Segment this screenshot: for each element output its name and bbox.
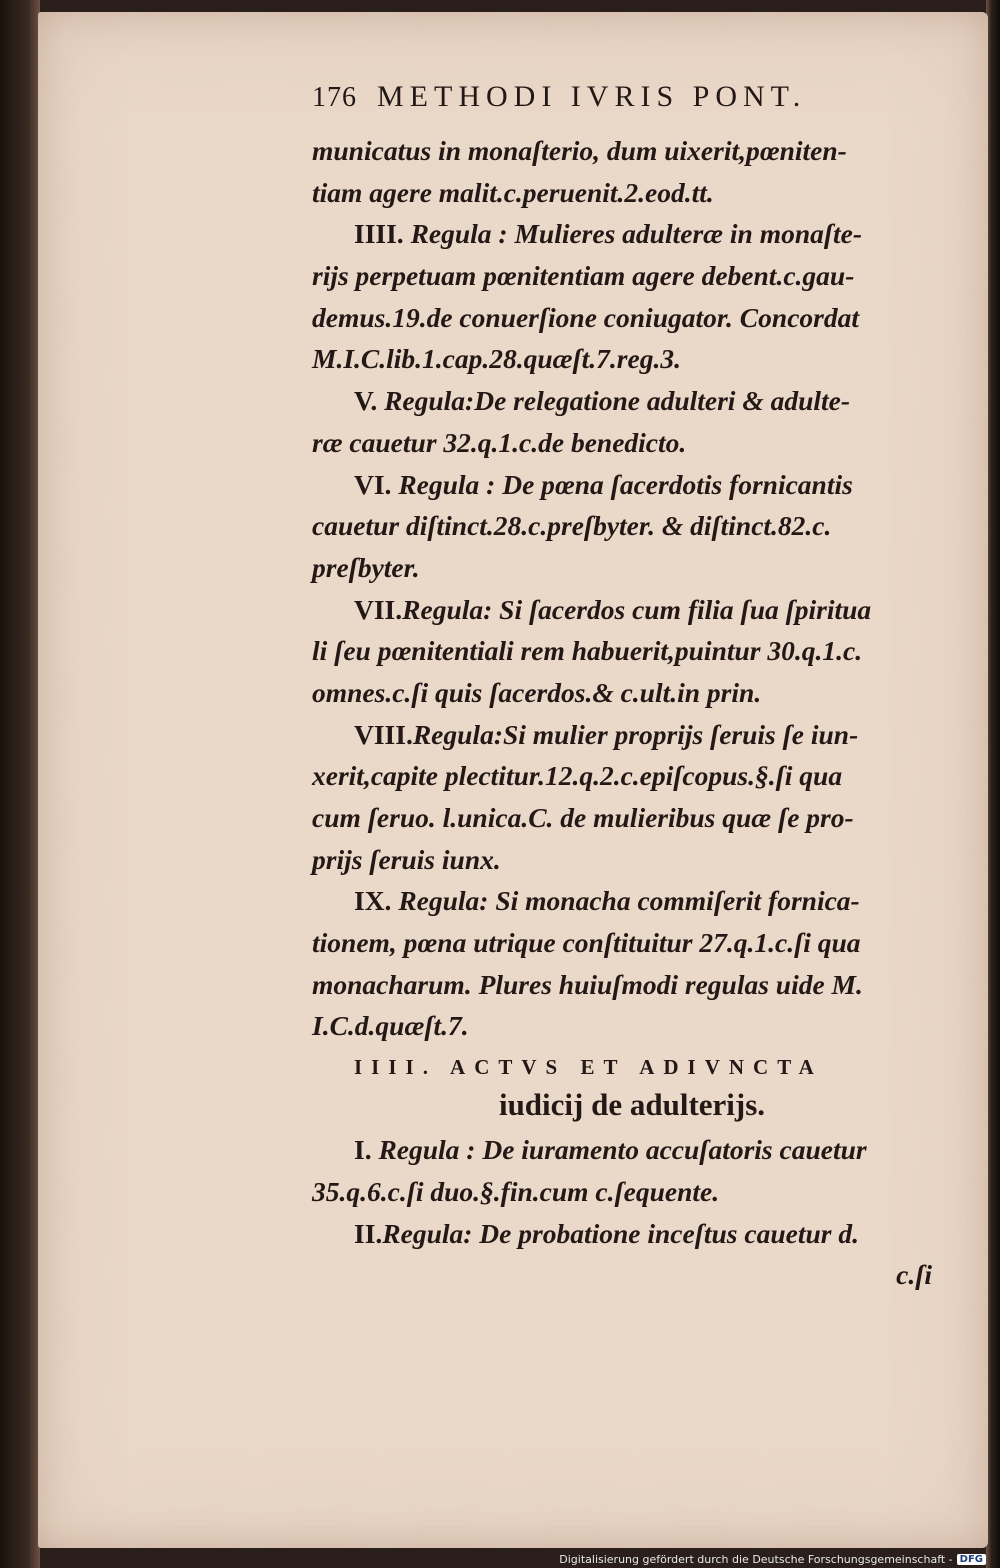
text-line — [312, 297, 942, 339]
text-line — [312, 922, 942, 964]
text-line — [312, 338, 942, 380]
page-number: 176 — [312, 82, 357, 113]
line-text: prijs ſeruis iunx. — [312, 843, 501, 875]
text-line — [312, 130, 942, 172]
line-text: Regula: Si ſacerdos cum filia ſua ſpiritua — [402, 593, 872, 625]
section-text — [312, 1129, 942, 1254]
rule-number: II. — [354, 1217, 383, 1249]
text-line — [312, 880, 942, 922]
rule-number: I. — [354, 1134, 379, 1166]
text-line — [312, 172, 942, 214]
line-text: cum ſeruo. l.unica.C. de mulieribus quæ ſe pro- — [312, 802, 854, 833]
scan-background-left — [0, 0, 40, 1568]
line-text: ræ cauetur 32.q.1.c.de benedicto. — [312, 426, 687, 458]
text-line — [312, 630, 942, 672]
line-text: Regula: Si monacha commiſerit fornica- — [398, 885, 860, 917]
line-text: Regula:Si mulier proprijs ſeruis ſe iun- — [412, 718, 859, 750]
rule-number: VII. — [354, 593, 403, 625]
text-line — [312, 547, 942, 589]
text-line — [312, 589, 942, 631]
section-subheading: iudicij de adulterijs. — [498, 1087, 766, 1123]
line-text: li ſeu pœnitentiali rem habuerit,puintur 30.q.1.c. — [312, 635, 863, 667]
line-text: Regula:De relegatione adulteri & adulte- — [384, 385, 851, 417]
running-title: METHODI IVRIS PONT. — [377, 80, 807, 113]
line-text: monacharum. Plures huiuſmodi regulas uide M. — [312, 968, 863, 1000]
section-heading: IIII. ACTVS ET ADIVNCTA — [354, 1055, 823, 1080]
line-text: rijs perpetuam pœnitentiam agere debent.c.gau- — [312, 260, 855, 292]
catchword: c.ſi — [896, 1259, 932, 1291]
text-line — [312, 714, 942, 756]
line-text: 35.q.6.c.ſi duo.§.fin.cum c.ſequente. — [312, 1175, 720, 1207]
line-text: Regula : De pœna ſacerdotis fornicantis — [398, 468, 853, 500]
line-text: Regula: De probatione inceſtus cauetur d. — [382, 1217, 859, 1249]
text-line — [312, 964, 942, 1006]
rule-number: IIII. — [354, 218, 411, 250]
rule-number: IX. — [354, 885, 399, 917]
text-line — [312, 839, 942, 881]
line-text: Regula : Mulieres adulteræ in monaſte- — [410, 218, 863, 250]
line-text: I.C.d.quæſt.7. — [312, 1010, 469, 1042]
line-text: xerit,capite plectitur.12.q.2.c.epiſcopus.§.ſi qua — [312, 760, 843, 792]
text-line — [312, 505, 942, 547]
line-text: tiam agere malit.c.peruenit.2.eod.tt. — [312, 176, 714, 208]
text-line — [312, 797, 942, 839]
text-line — [312, 672, 942, 714]
text-line — [312, 464, 942, 506]
text-line — [312, 1005, 942, 1047]
line-text: M.I.C.lib.1.cap.28.quæſt.7.reg.3. — [312, 343, 681, 375]
scan-background-right — [986, 0, 1000, 1568]
text-line — [312, 1129, 942, 1171]
text-line — [312, 1213, 942, 1255]
line-text: preſbyter. — [312, 551, 420, 583]
rule-number: VIII. — [354, 718, 413, 750]
footer-text: Digitalisierung gefördert durch die Deutsche Forschungsgemeinschaft - — [559, 1553, 953, 1566]
text-line — [312, 380, 942, 422]
page-text — [312, 80, 942, 1296]
digitization-footer — [559, 1553, 986, 1566]
line-text: omnes.c.ſi quis ſacerdos.& c.ult.in prin. — [312, 676, 762, 708]
line-text: demus.19.de conuerſione coniugator. Concordat — [312, 301, 859, 333]
text-line — [312, 255, 942, 297]
body-text — [312, 130, 942, 1047]
text-line — [312, 422, 942, 464]
rule-number: V. — [354, 385, 385, 417]
line-text: Regula : De iuramento accuſatoris cauetur — [378, 1134, 867, 1166]
text-line — [312, 1171, 942, 1213]
text-line — [312, 213, 942, 255]
text-line — [312, 755, 942, 797]
dfg-logo: DFG — [957, 1554, 986, 1565]
running-head — [312, 80, 942, 130]
line-text: municatus in monaſterio, dum uixerit,pœniten- — [312, 135, 847, 166]
line-text: tionem, pœna utrique conſtituitur 27.q.1.c.ſi qua — [312, 927, 861, 959]
line-text: cauetur diſtinct.28.c.preſbyter. & diſtinct.82.c. — [312, 510, 832, 542]
rule-number: VI. — [354, 468, 399, 500]
